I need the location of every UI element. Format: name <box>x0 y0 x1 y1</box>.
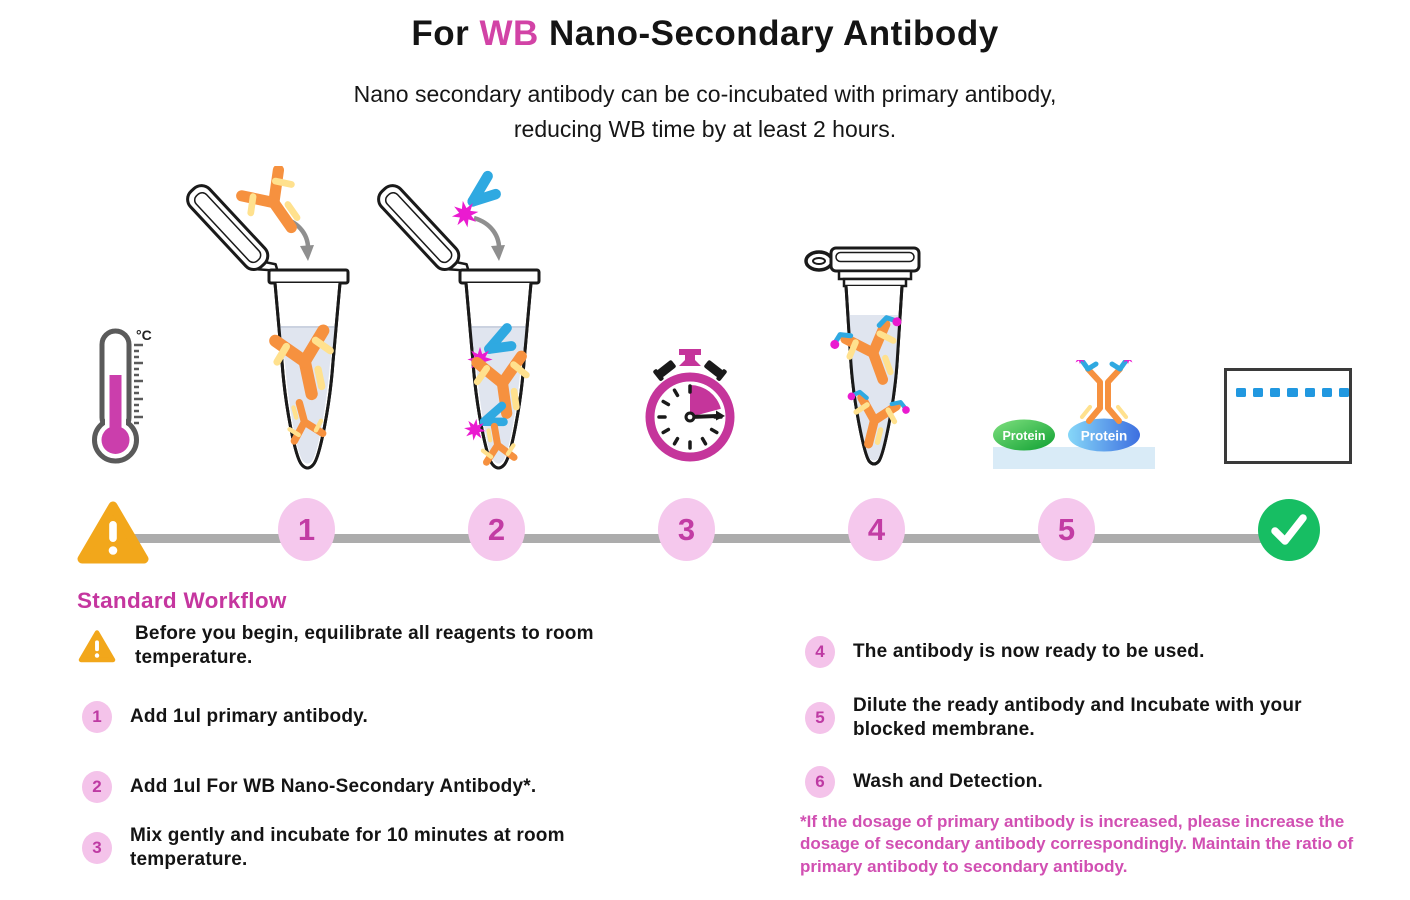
workflow-warning-item <box>77 622 617 669</box>
closed-tube-ready-antibody-illustration <box>798 242 928 482</box>
membrane-detection-illustration <box>991 360 1163 470</box>
warning-text: Before you begin, equilibrate all reagents to room temperature. <box>135 623 594 668</box>
stopwatch-icon <box>637 347 743 465</box>
step-number-badge: 1 <box>82 701 112 733</box>
open-tube-primary-antibody-illustration <box>186 166 371 480</box>
blot-band <box>1322 388 1332 397</box>
blot-band <box>1339 388 1349 397</box>
subtitle-line1: Nano secondary antibody can be co-incubated with primary antibody, <box>353 81 1057 107</box>
title-highlight: WB <box>479 14 539 53</box>
protein-left-label: Protein <box>1002 429 1046 443</box>
timeline-step-4: 4 <box>848 498 905 561</box>
workflow-step-4 <box>805 636 1205 668</box>
step-number-badge: 6 <box>805 766 835 798</box>
step-number-badge: 3 <box>82 832 112 864</box>
nano-secondary-antibody-icon <box>446 175 500 229</box>
blot-band <box>1287 388 1297 397</box>
step-number-badge: 4 <box>805 636 835 668</box>
dosage-footnote: *If the dosage of primary antibody is increased, please increase the dosage of secondary antibody correspondingly. Maintain the ratio of primary antibody to secondary antibody. <box>800 812 1354 876</box>
blot-band <box>1253 388 1263 397</box>
step-text: Wash and Detection. <box>853 771 1043 793</box>
workflow-step-1 <box>82 701 368 733</box>
workflow-heading: Standard Workflow <box>77 588 287 613</box>
step-number-badge: 2 <box>82 771 112 803</box>
workflow-step-6 <box>805 766 1043 798</box>
protein-right-label: Protein <box>1080 428 1128 444</box>
step-number-badge: 5 <box>805 702 835 734</box>
workflow-step-2 <box>82 771 536 803</box>
subtitle <box>0 77 1410 146</box>
bound-antibody-icon <box>1074 360 1135 421</box>
page-title <box>0 14 1410 54</box>
subtitle-line2: reducing WB time by at least 2 hours. <box>513 115 897 142</box>
open-tube-nano-secondary-illustration <box>377 166 562 480</box>
warning-icon <box>77 628 117 664</box>
drop-arrow-icon <box>474 218 505 261</box>
warning-icon <box>76 497 150 567</box>
blot-band <box>1270 388 1280 397</box>
step-text: Add 1ul For WB Nano-Secondary Antibody*. <box>130 776 537 798</box>
title-suffix: Nano-Secondary Antibody <box>538 14 999 53</box>
thermometer-unit-label: °C <box>136 327 152 343</box>
title-prefix: For <box>411 14 480 53</box>
tube-open-lid <box>377 181 473 284</box>
step-text: Add 1ul primary antibody. <box>130 706 368 728</box>
blot-band <box>1236 388 1246 397</box>
timeline-step-3: 3 <box>658 498 715 561</box>
workflow-step-5 <box>805 694 1333 741</box>
timeline-step-5: 5 <box>1038 498 1095 561</box>
thermometer-icon <box>88 327 166 465</box>
timeline-step-1: 1 <box>278 498 335 561</box>
membrane-strip <box>993 447 1155 469</box>
success-check-icon <box>1258 499 1320 561</box>
western-blot-result <box>1224 368 1352 464</box>
step-text: Mix gently and incubate for 10 minutes at room temperature. <box>130 825 565 870</box>
timeline-step-2: 2 <box>468 498 525 561</box>
workflow-step-3 <box>82 824 650 871</box>
step-text: The antibody is now ready to be used. <box>853 641 1205 663</box>
step-text: Dilute the ready antibody and Incubate with your blocked membrane. <box>853 695 1302 740</box>
blot-band <box>1305 388 1315 397</box>
